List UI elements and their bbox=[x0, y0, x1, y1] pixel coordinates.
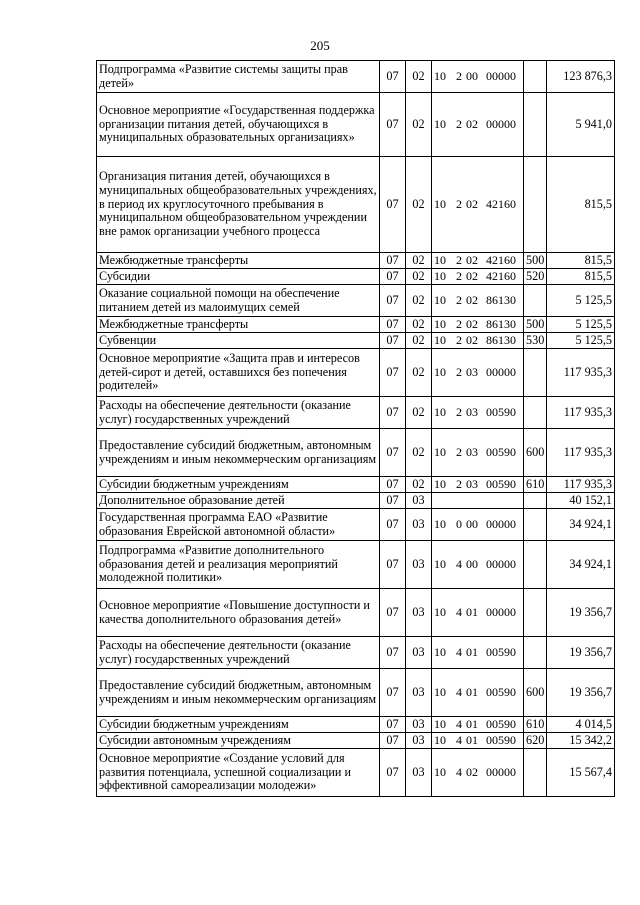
target-code-part: 10 bbox=[434, 716, 446, 731]
row-subsection: 02 bbox=[406, 285, 432, 317]
row-target-code bbox=[432, 669, 524, 717]
row-expense-type: 600 bbox=[524, 669, 547, 717]
target-code-part: 00590 bbox=[486, 444, 516, 459]
row-expense-type bbox=[524, 749, 547, 797]
target-code-part: 02 bbox=[466, 332, 478, 347]
target-code-part: 02 bbox=[466, 764, 478, 779]
target-code-part: 00 bbox=[466, 68, 478, 83]
target-code-part: 86130 bbox=[486, 292, 516, 307]
table-row bbox=[97, 349, 615, 397]
row-expense-type bbox=[524, 349, 547, 397]
row-section: 07 bbox=[380, 589, 406, 637]
target-code-part: 2 bbox=[456, 268, 462, 283]
target-code-part: 4 bbox=[456, 604, 462, 619]
row-name: Субсидии бюджетным учреждениям bbox=[97, 477, 380, 493]
table-row bbox=[97, 749, 615, 797]
table-row bbox=[97, 509, 615, 541]
row-target-code bbox=[432, 349, 524, 397]
target-code-part: 42160 bbox=[486, 252, 516, 267]
row-amount: 117 935,3 bbox=[547, 477, 615, 493]
row-subsection: 03 bbox=[406, 589, 432, 637]
row-name: Расходы на обеспечение деятельности (оказание услуг) государственных учреждений bbox=[97, 397, 380, 429]
target-code-part: 10 bbox=[434, 68, 446, 83]
row-name: Межбюджетные трансферты bbox=[97, 317, 380, 333]
row-target-code bbox=[432, 493, 524, 509]
target-code-part: 10 bbox=[434, 252, 446, 267]
row-section: 07 bbox=[380, 157, 406, 253]
row-amount: 34 924,1 bbox=[547, 509, 615, 541]
row-amount: 19 356,7 bbox=[547, 589, 615, 637]
target-code-part: 01 bbox=[466, 716, 478, 731]
target-code-part: 03 bbox=[466, 444, 478, 459]
row-target-code bbox=[432, 269, 524, 285]
target-code-part: 10 bbox=[434, 732, 446, 747]
table-row bbox=[97, 589, 615, 637]
target-code-part: 10 bbox=[434, 444, 446, 459]
target-code-part: 10 bbox=[434, 516, 446, 531]
row-amount: 123 876,3 bbox=[547, 61, 615, 93]
table-row bbox=[97, 541, 615, 589]
row-section: 07 bbox=[380, 333, 406, 349]
row-amount: 40 152,1 bbox=[547, 493, 615, 509]
row-subsection: 03 bbox=[406, 749, 432, 797]
target-code-part: 4 bbox=[456, 644, 462, 659]
target-code-part: 00590 bbox=[486, 716, 516, 731]
target-code-part: 86130 bbox=[486, 316, 516, 331]
row-expense-type: 500 bbox=[524, 253, 547, 269]
row-section: 07 bbox=[380, 669, 406, 717]
target-code-part: 10 bbox=[434, 196, 446, 211]
row-amount: 15 567,4 bbox=[547, 749, 615, 797]
target-code-part: 00000 bbox=[486, 516, 516, 531]
row-target-code bbox=[432, 397, 524, 429]
row-name: Субсидии бюджетным учреждениям bbox=[97, 717, 380, 733]
target-code-part: 0 bbox=[456, 516, 462, 531]
row-subsection: 02 bbox=[406, 253, 432, 269]
row-name: Основное мероприятие «Создание условий для развития потенциала, успешной социализации и эффективной самореализации молодежи» bbox=[97, 749, 380, 797]
row-section: 07 bbox=[380, 429, 406, 477]
target-code-part: 10 bbox=[434, 292, 446, 307]
row-amount: 4 014,5 bbox=[547, 717, 615, 733]
row-subsection: 03 bbox=[406, 509, 432, 541]
row-subsection: 03 bbox=[406, 493, 432, 509]
row-target-code bbox=[432, 733, 524, 749]
row-expense-type bbox=[524, 157, 547, 253]
target-code-part: 00 bbox=[466, 516, 478, 531]
table-row bbox=[97, 429, 615, 477]
row-target-code bbox=[432, 61, 524, 93]
table-row bbox=[97, 317, 615, 333]
table-row bbox=[97, 61, 615, 93]
target-code-part: 4 bbox=[456, 556, 462, 571]
row-section: 07 bbox=[380, 253, 406, 269]
row-name: Субвенции bbox=[97, 333, 380, 349]
row-amount: 5 941,0 bbox=[547, 93, 615, 157]
row-amount: 117 935,3 bbox=[547, 349, 615, 397]
target-code-part: 86130 bbox=[486, 332, 516, 347]
row-name: Подпрограмма «Развитие дополнительного образования детей и реализация мероприятий молодежной политики» bbox=[97, 541, 380, 589]
target-code-part: 10 bbox=[434, 644, 446, 659]
row-amount: 117 935,3 bbox=[547, 429, 615, 477]
target-code-part: 10 bbox=[434, 116, 446, 131]
target-code-part: 4 bbox=[456, 684, 462, 699]
budget-table bbox=[96, 60, 615, 797]
table-row bbox=[97, 157, 615, 253]
row-subsection: 02 bbox=[406, 157, 432, 253]
row-section: 07 bbox=[380, 541, 406, 589]
row-amount: 19 356,7 bbox=[547, 669, 615, 717]
row-subsection: 02 bbox=[406, 333, 432, 349]
row-name: Расходы на обеспечение деятельности (оказание услуг) государственных учреждений bbox=[97, 637, 380, 669]
row-expense-type: 530 bbox=[524, 333, 547, 349]
row-target-code bbox=[432, 541, 524, 589]
target-code-part: 02 bbox=[466, 268, 478, 283]
row-amount: 117 935,3 bbox=[547, 397, 615, 429]
target-code-part: 00000 bbox=[486, 68, 516, 83]
target-code-part: 00000 bbox=[486, 364, 516, 379]
row-target-code bbox=[432, 589, 524, 637]
row-name: Государственная программа ЕАО «Развитие образования Еврейской автономной области» bbox=[97, 509, 380, 541]
target-code-part: 10 bbox=[434, 316, 446, 331]
row-section: 07 bbox=[380, 349, 406, 397]
target-code-part: 2 bbox=[456, 196, 462, 211]
row-expense-type bbox=[524, 93, 547, 157]
row-target-code bbox=[432, 477, 524, 493]
row-section: 07 bbox=[380, 285, 406, 317]
target-code-part: 03 bbox=[466, 476, 478, 491]
row-amount: 5 125,5 bbox=[547, 317, 615, 333]
target-code-part: 10 bbox=[434, 764, 446, 779]
row-amount: 815,5 bbox=[547, 269, 615, 285]
row-name: Основное мероприятие «Повышение доступности и качества дополнительного образования детей» bbox=[97, 589, 380, 637]
target-code-part: 2 bbox=[456, 404, 462, 419]
row-expense-type: 520 bbox=[524, 269, 547, 285]
table-row bbox=[97, 333, 615, 349]
row-target-code bbox=[432, 253, 524, 269]
target-code-part: 00 bbox=[466, 556, 478, 571]
row-section: 07 bbox=[380, 733, 406, 749]
row-name: Предоставление субсидий бюджетным, автономным учреждениям и иным некоммерческим организациям bbox=[97, 429, 380, 477]
budget-table-body bbox=[97, 61, 615, 797]
target-code-part: 2 bbox=[456, 444, 462, 459]
target-code-part: 03 bbox=[466, 404, 478, 419]
target-code-part: 10 bbox=[434, 332, 446, 347]
table-row bbox=[97, 93, 615, 157]
row-expense-type: 610 bbox=[524, 717, 547, 733]
row-target-code bbox=[432, 317, 524, 333]
target-code-part: 00590 bbox=[486, 404, 516, 419]
target-code-part: 01 bbox=[466, 732, 478, 747]
target-code-part: 2 bbox=[456, 252, 462, 267]
target-code-part: 2 bbox=[456, 476, 462, 491]
target-code-part: 02 bbox=[466, 252, 478, 267]
target-code-part: 2 bbox=[456, 364, 462, 379]
target-code-part: 01 bbox=[466, 604, 478, 619]
row-expense-type bbox=[524, 397, 547, 429]
table-row bbox=[97, 733, 615, 749]
target-code-part: 00000 bbox=[486, 556, 516, 571]
row-subsection: 02 bbox=[406, 317, 432, 333]
row-subsection: 03 bbox=[406, 717, 432, 733]
target-code-part: 4 bbox=[456, 732, 462, 747]
row-subsection: 03 bbox=[406, 733, 432, 749]
target-code-part: 00000 bbox=[486, 604, 516, 619]
table-row bbox=[97, 717, 615, 733]
target-code-part: 10 bbox=[434, 404, 446, 419]
target-code-part: 01 bbox=[466, 684, 478, 699]
row-section: 07 bbox=[380, 477, 406, 493]
row-target-code bbox=[432, 93, 524, 157]
row-section: 07 bbox=[380, 397, 406, 429]
row-target-code bbox=[432, 429, 524, 477]
table-row bbox=[97, 397, 615, 429]
row-section: 07 bbox=[380, 749, 406, 797]
row-name: Основное мероприятие «Государственная поддержка организации питания детей, обучающихся в муниципальных образовательных организациях» bbox=[97, 93, 380, 157]
page-number: 205 bbox=[310, 38, 330, 53]
row-name: Субсидии bbox=[97, 269, 380, 285]
target-code-part: 03 bbox=[466, 364, 478, 379]
target-code-part: 00590 bbox=[486, 644, 516, 659]
target-code-part: 2 bbox=[456, 292, 462, 307]
row-amount: 5 125,5 bbox=[547, 285, 615, 317]
row-target-code bbox=[432, 157, 524, 253]
target-code-part: 01 bbox=[466, 644, 478, 659]
target-code-part: 02 bbox=[466, 316, 478, 331]
row-name: Оказание социальной помощи на обеспечение питанием детей из малоимущих семей bbox=[97, 285, 380, 317]
row-subsection: 02 bbox=[406, 477, 432, 493]
target-code-part: 42160 bbox=[486, 268, 516, 283]
row-section: 07 bbox=[380, 717, 406, 733]
row-target-code bbox=[432, 717, 524, 733]
row-target-code bbox=[432, 285, 524, 317]
row-target-code bbox=[432, 333, 524, 349]
row-expense-type: 600 bbox=[524, 429, 547, 477]
row-subsection: 02 bbox=[406, 349, 432, 397]
row-section: 07 bbox=[380, 93, 406, 157]
target-code-part: 10 bbox=[434, 268, 446, 283]
target-code-part: 00590 bbox=[486, 684, 516, 699]
table-row bbox=[97, 269, 615, 285]
row-target-code bbox=[432, 749, 524, 797]
target-code-part: 02 bbox=[466, 196, 478, 211]
row-subsection: 03 bbox=[406, 669, 432, 717]
row-expense-type: 500 bbox=[524, 317, 547, 333]
target-code-part: 2 bbox=[456, 316, 462, 331]
target-code-part: 00590 bbox=[486, 476, 516, 491]
target-code-part: 10 bbox=[434, 556, 446, 571]
row-amount: 34 924,1 bbox=[547, 541, 615, 589]
row-expense-type: 620 bbox=[524, 733, 547, 749]
row-section: 07 bbox=[380, 637, 406, 669]
row-name: Предоставление субсидий бюджетным, автономным учреждениям и иным некоммерческим организациям bbox=[97, 669, 380, 717]
target-code-part: 4 bbox=[456, 764, 462, 779]
row-expense-type bbox=[524, 493, 547, 509]
row-section: 07 bbox=[380, 61, 406, 93]
row-amount: 19 356,7 bbox=[547, 637, 615, 669]
table-row bbox=[97, 285, 615, 317]
row-name: Организация питания детей, обучающихся в муниципальных общеобразовательных учреждениях, в период их круглосуточного пребывания в муниципальном общеобразовательном учреждении вне рамок организации учебного процесса bbox=[97, 157, 380, 253]
row-name: Межбюджетные трансферты bbox=[97, 253, 380, 269]
target-code-part: 02 bbox=[466, 116, 478, 131]
row-amount: 5 125,5 bbox=[547, 333, 615, 349]
row-amount: 815,5 bbox=[547, 157, 615, 253]
target-code-part: 10 bbox=[434, 604, 446, 619]
row-subsection: 03 bbox=[406, 637, 432, 669]
row-target-code bbox=[432, 637, 524, 669]
row-amount: 815,5 bbox=[547, 253, 615, 269]
row-target-code bbox=[432, 509, 524, 541]
row-section: 07 bbox=[380, 269, 406, 285]
table-row bbox=[97, 637, 615, 669]
table-row bbox=[97, 477, 615, 493]
row-subsection: 02 bbox=[406, 269, 432, 285]
target-code-part: 00000 bbox=[486, 116, 516, 131]
row-subsection: 02 bbox=[406, 397, 432, 429]
row-section: 07 bbox=[380, 493, 406, 509]
row-subsection: 02 bbox=[406, 93, 432, 157]
row-amount: 15 342,2 bbox=[547, 733, 615, 749]
target-code-part: 10 bbox=[434, 364, 446, 379]
row-section: 07 bbox=[380, 317, 406, 333]
row-subsection: 02 bbox=[406, 61, 432, 93]
row-expense-type: 610 bbox=[524, 477, 547, 493]
row-expense-type bbox=[524, 589, 547, 637]
row-expense-type bbox=[524, 509, 547, 541]
target-code-part: 2 bbox=[456, 116, 462, 131]
table-row bbox=[97, 493, 615, 509]
row-subsection: 02 bbox=[406, 429, 432, 477]
row-name: Подпрограмма «Развитие системы защиты прав детей» bbox=[97, 61, 380, 93]
target-code-part: 10 bbox=[434, 684, 446, 699]
table-row bbox=[97, 253, 615, 269]
row-section: 07 bbox=[380, 509, 406, 541]
target-code-part: 2 bbox=[456, 332, 462, 347]
row-name: Основное мероприятие «Защита прав и интересов детей-сирот и детей, оставшихся без попечения родителей» bbox=[97, 349, 380, 397]
row-name: Дополнительное образование детей bbox=[97, 493, 380, 509]
target-code-part: 42160 bbox=[486, 196, 516, 211]
row-name: Субсидии автономным учреждениям bbox=[97, 733, 380, 749]
target-code-part: 00590 bbox=[486, 732, 516, 747]
row-subsection: 03 bbox=[406, 541, 432, 589]
target-code-part: 4 bbox=[456, 716, 462, 731]
row-expense-type bbox=[524, 541, 547, 589]
target-code-part: 10 bbox=[434, 476, 446, 491]
row-expense-type bbox=[524, 61, 547, 93]
row-expense-type bbox=[524, 285, 547, 317]
target-code-part: 02 bbox=[466, 292, 478, 307]
target-code-part: 2 bbox=[456, 68, 462, 83]
table-row bbox=[97, 669, 615, 717]
target-code-part: 00000 bbox=[486, 764, 516, 779]
row-expense-type bbox=[524, 637, 547, 669]
